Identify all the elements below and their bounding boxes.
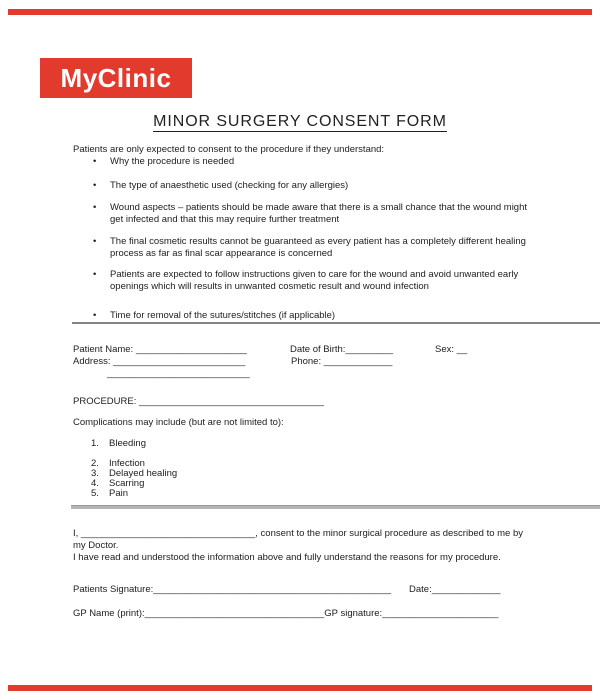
form-title: MINOR SURGERY CONSENT FORM [153, 113, 447, 130]
phone-label: Phone: [291, 356, 322, 367]
title-row [0, 112, 600, 131]
consent-statement [73, 528, 530, 564]
bullet-text: Patients are expected to follow instructions given to care for the wound and avoid unwanted early openings which will results in unwanted cosmetic result and wound infection [110, 269, 519, 292]
item-number: 2. [91, 458, 99, 469]
bullet-text: The final cosmetic results cannot be guaranteed as every patient has a completely different healing process as far as final scar appearance is concerned [110, 236, 526, 259]
myclinic-logo [40, 58, 192, 98]
date-field [409, 584, 500, 596]
consent-acknowledgement: I have read and understood the information above and fully understand the reasons for my procedure. [73, 552, 501, 563]
address-label: Address: [73, 356, 111, 367]
consent-name-blank[interactable]: _________________________________ [80, 528, 256, 539]
bullet-marker: • [93, 202, 97, 213]
consent-prefix: I, [73, 528, 79, 539]
bullet-marker: • [93, 236, 97, 247]
procedure-label: PROCEDURE: [73, 396, 137, 407]
bullet-text: The type of anaesthetic used (checking for any allergies) [110, 180, 349, 191]
item-text: Pain [109, 488, 129, 499]
gp-signature-label: GP signature: [324, 608, 383, 619]
bullet-marker: • [93, 269, 97, 280]
patient-name-field [73, 344, 247, 356]
item-text: Scarring [109, 478, 145, 489]
section-divider-top [72, 322, 600, 324]
gp-signature-blank[interactable]: ______________________ [382, 608, 499, 619]
bullet-text: Why the procedure is needed [110, 156, 235, 167]
consent-statement-text: , consent to the minor surgical procedure as described to me by my Doctor. [73, 528, 524, 551]
bullet-text: Wound aspects – patients should be made aware that there is a small chance that the wound might get infected and that this may require further treatment [110, 202, 528, 225]
sex-blank[interactable]: __ [456, 344, 468, 355]
sex-field [435, 344, 467, 356]
bullet-marker: • [93, 156, 97, 167]
item-number: 1. [91, 438, 99, 449]
gp-row [73, 608, 498, 620]
top-accent-bar [8, 9, 592, 15]
dob-blank[interactable]: _________ [345, 344, 394, 355]
dob-field [290, 344, 393, 356]
procedure-blank[interactable]: ___________________________________ [138, 396, 324, 407]
item-text: Delayed healing [109, 468, 178, 479]
address-blank[interactable]: _________________________ [113, 356, 246, 367]
bullet-marker: • [93, 180, 97, 191]
date-label: Date: [409, 584, 432, 595]
patient-name-label: Patient Name: [73, 344, 134, 355]
section-divider-bottom [71, 505, 600, 509]
item-number: 4. [91, 478, 99, 489]
intro-text: Patients are only expected to consent to the procedure if they understand: [73, 144, 385, 155]
sex-label: Sex: [435, 344, 455, 355]
address-second-line [107, 368, 250, 380]
bottom-accent-bar [8, 685, 592, 691]
phone-field [291, 356, 392, 368]
item-number: 3. [91, 468, 99, 479]
address-blank-line2[interactable]: ___________________________ [107, 368, 250, 379]
phone-blank[interactable]: _____________ [323, 356, 393, 367]
complications-heading: Complications may include (but are not limited to): [73, 417, 284, 428]
bullet-marker: • [93, 310, 97, 321]
patient-signature-label: Patients Signature: [73, 584, 154, 595]
gp-name-blank[interactable]: __________________________________ [144, 608, 325, 619]
patient-signature-blank[interactable]: _____________________________________________ [153, 584, 392, 595]
patient-name-blank[interactable]: _____________________ [135, 344, 247, 355]
logo-text: MyClinic [60, 63, 172, 93]
date-blank[interactable]: _____________ [431, 584, 501, 595]
address-field [73, 356, 245, 368]
item-text: Bleeding [109, 438, 146, 449]
item-text: Infection [109, 458, 145, 469]
bullet-text: Time for removal of the sutures/stitches (if applicable) [110, 310, 336, 321]
procedure-field [73, 396, 324, 408]
gp-name-label: GP Name (print): [73, 608, 145, 619]
item-number: 5. [91, 488, 99, 499]
patient-signature-field [73, 584, 391, 596]
dob-label: Date of Birth: [290, 344, 346, 355]
